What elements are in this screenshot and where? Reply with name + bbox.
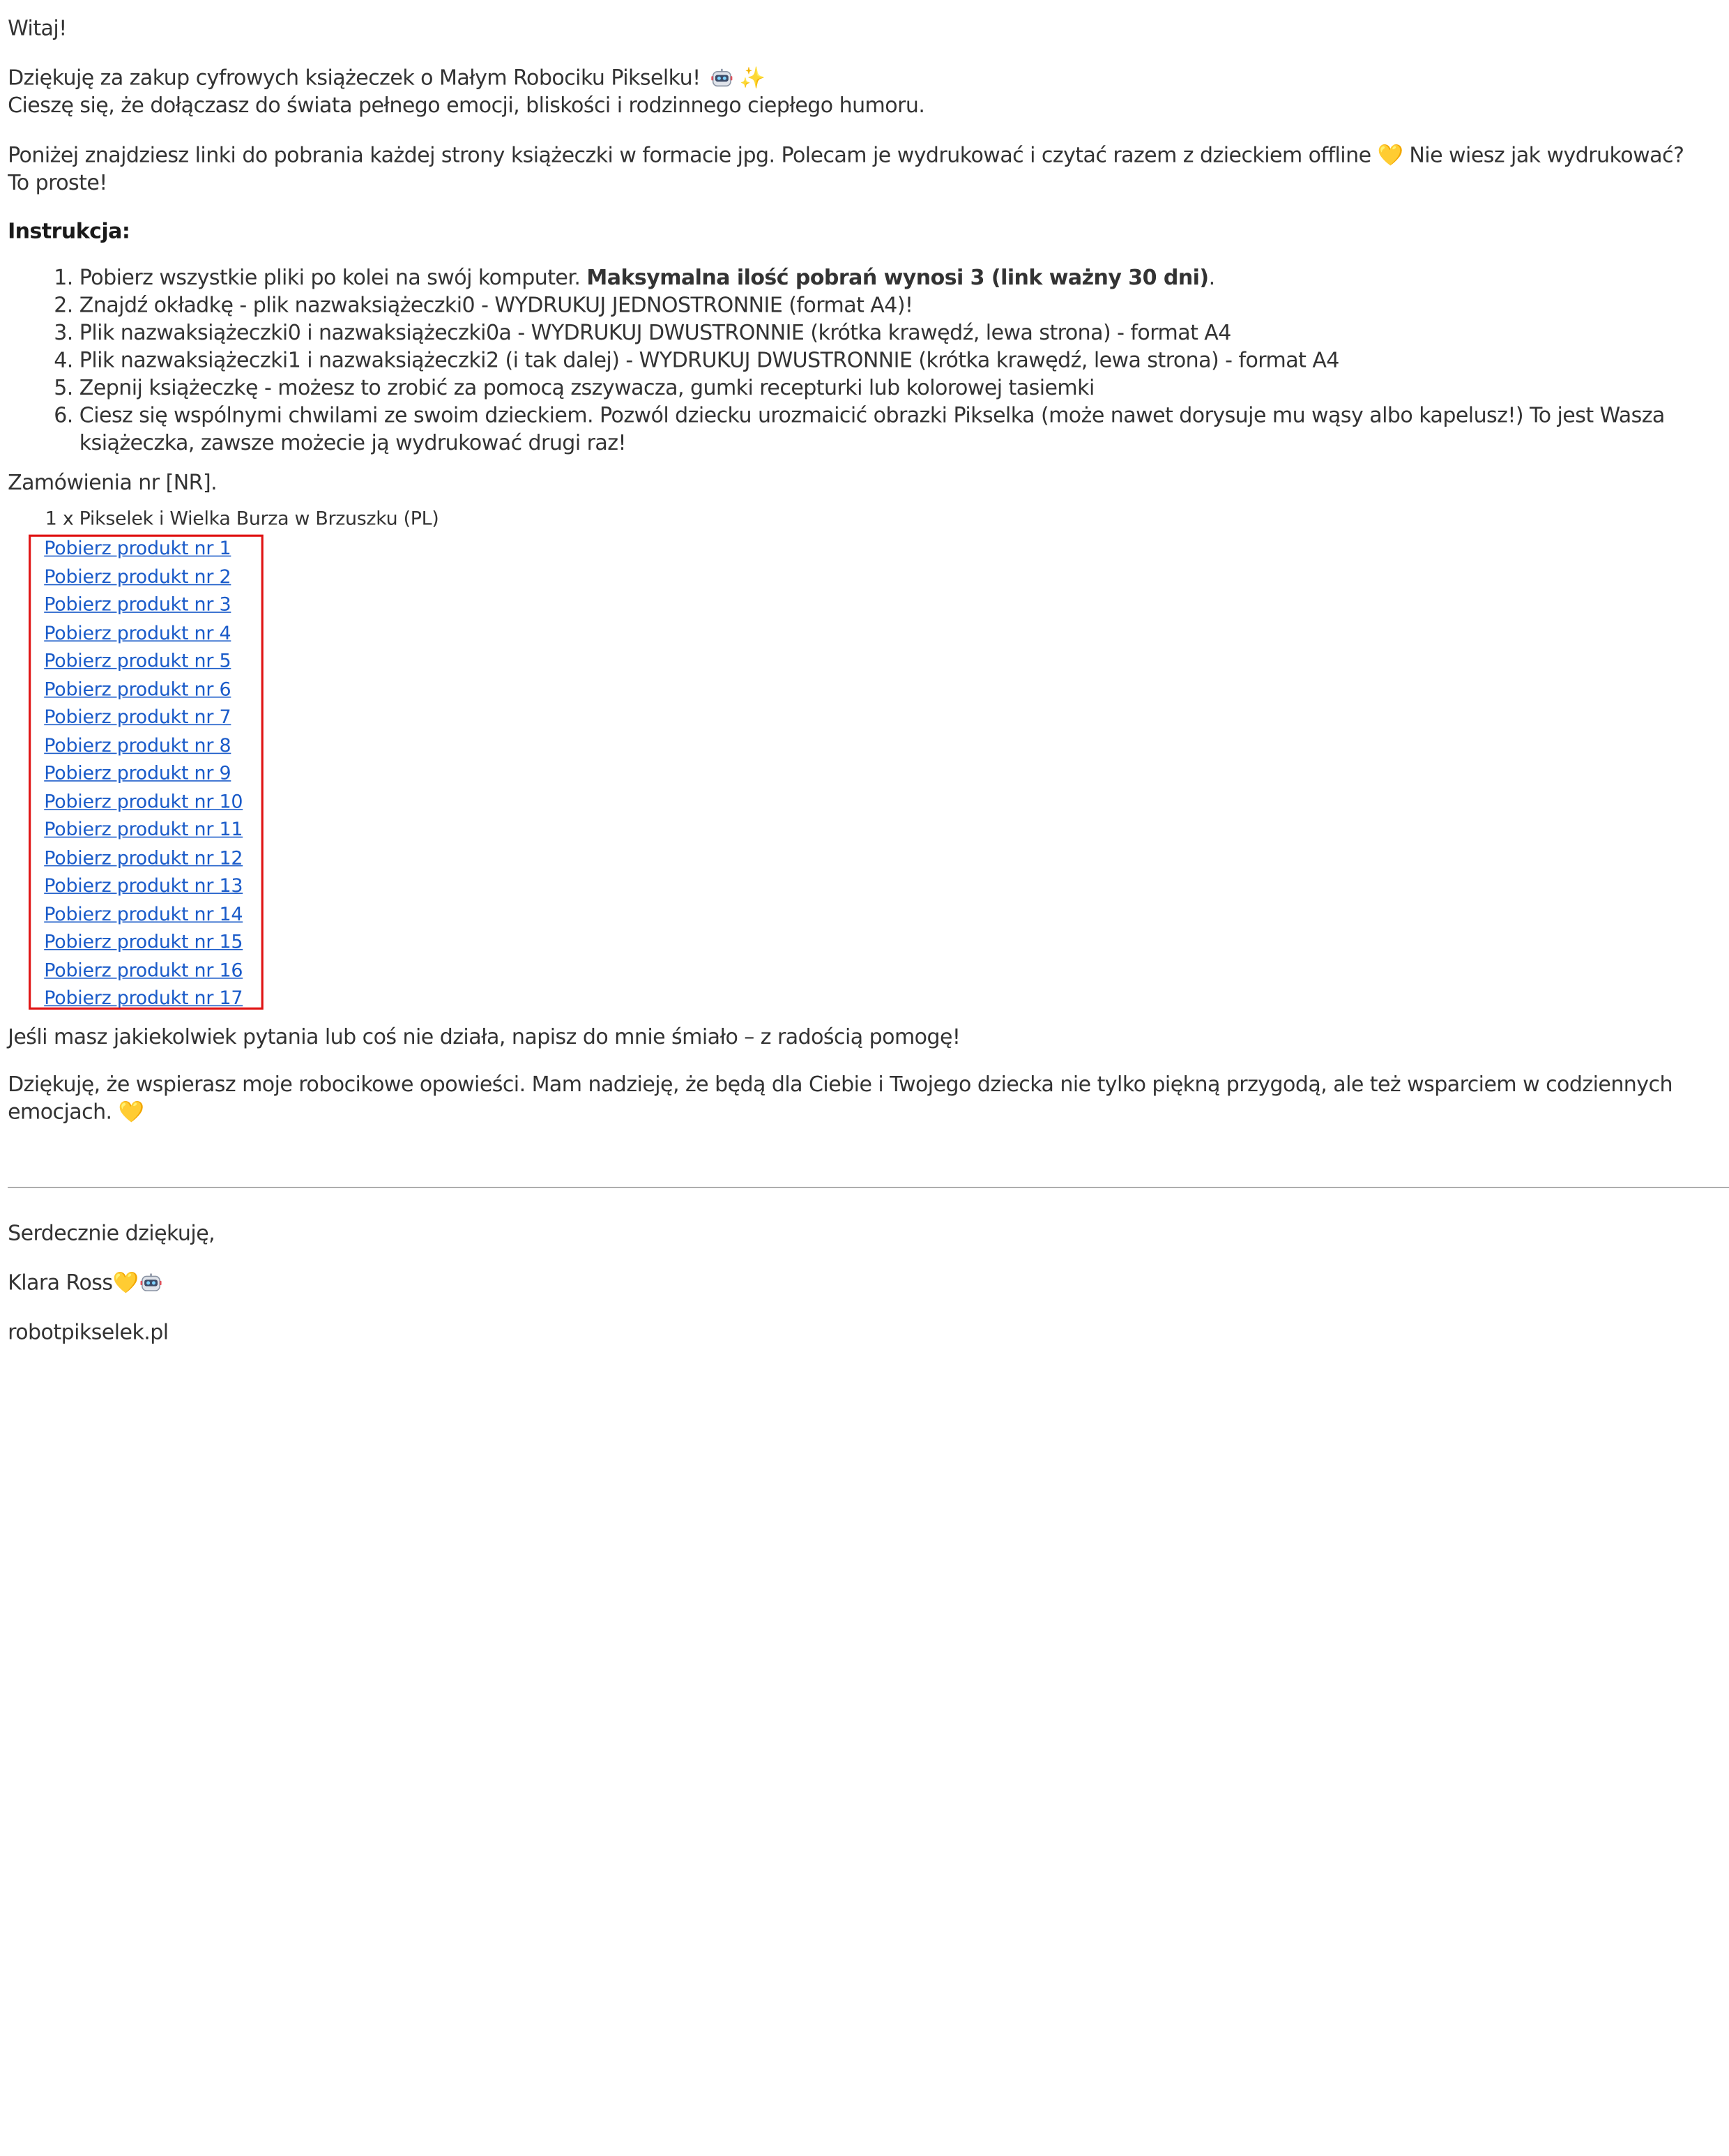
list-item bbox=[44, 956, 243, 984]
list-item bbox=[44, 563, 243, 591]
download-link-3[interactable]: Pobierz produkt nr 3 bbox=[44, 593, 231, 616]
instruction-step-6: 6. Ciesz się wspólnymi chwilami ze swoim dzieckiem. Pozwól dziecku urozmaicić obrazki Pikselka (może nawet dorysuje mu wąsy albo kapelusz!) To jest Wasza książeczka, zawsze możecie ją wydrukować drugi raz! bbox=[79, 402, 1729, 457]
step-1-bold-text: Maksymalna ilość pobrań wynosi 3 (link ważny 30 dni) bbox=[586, 265, 1209, 290]
download-link-7[interactable]: Pobierz produkt nr 7 bbox=[44, 706, 231, 729]
list-item bbox=[44, 928, 243, 956]
robot-emoji-icon bbox=[140, 1273, 162, 1293]
instruction-step-5: 5. Zepnij książeczkę - możesz to zrobić za pomocą zszywacza, gumki recepturki lub kolorowej tasiemki bbox=[79, 374, 1729, 402]
download-link-5[interactable]: Pobierz produkt nr 5 bbox=[44, 650, 231, 673]
list-item bbox=[44, 703, 243, 731]
step-1-text: Pobierz wszystkie pliki po kolei na swój komputer. bbox=[79, 265, 581, 290]
step-1-end: . bbox=[1208, 265, 1215, 290]
download-link-14[interactable]: Pobierz produkt nr 14 bbox=[44, 903, 243, 925]
robot-emoji-icon bbox=[711, 68, 733, 88]
instruction-step-2: 2. Znajdź okładkę - plik nazwaksiążeczki0 - WYDRUKUJ JEDNOSTRONNIE (format A4)! bbox=[79, 292, 1729, 320]
intro-text-cont: Nie wiesz jak wydrukować? To proste! bbox=[8, 143, 1684, 195]
download-link-16[interactable]: Pobierz produkt nr 16 bbox=[44, 959, 243, 982]
list-item bbox=[44, 731, 243, 759]
intro-paragraph bbox=[8, 142, 1710, 197]
list-item bbox=[44, 985, 243, 1012]
yellow-heart-emoji-icon: 💛 bbox=[118, 1100, 144, 1125]
list-item bbox=[44, 535, 243, 563]
thanks-line-1 bbox=[8, 65, 765, 93]
download-link-6[interactable]: Pobierz produkt nr 6 bbox=[44, 678, 231, 701]
signature-separator bbox=[8, 1187, 1729, 1188]
instruction-step-1 bbox=[79, 264, 1729, 292]
list-item bbox=[44, 787, 243, 815]
thanks-line-2: Cieszę się, że dołączasz do świata pełnego emocji, bliskości i rodzinnego ciepłego humoru. bbox=[8, 93, 925, 119]
list-item bbox=[44, 900, 243, 928]
order-label: Zamówienia nr [NR]. bbox=[8, 470, 218, 495]
download-links-list bbox=[44, 535, 243, 1012]
questions-paragraph: Jeśli masz jakiekolwiek pytania lub coś nie działa, napisz do mnie śmiało – z radością pomogę! bbox=[8, 1025, 961, 1049]
list-item bbox=[44, 647, 243, 675]
greeting: Witaj! bbox=[8, 16, 67, 41]
instructions-list bbox=[44, 264, 1729, 457]
yellow-heart-emoji-icon: 💛 bbox=[1377, 143, 1403, 168]
thanks-line-1-text: Dziękuję za zakup cyfrowych książeczek o Małym Robociku Pikselku! bbox=[8, 66, 701, 91]
download-link-12[interactable]: Pobierz produkt nr 12 bbox=[44, 847, 243, 870]
list-item bbox=[44, 759, 243, 787]
order-item: 1 x Pikselek i Wielka Burza w Brzuszku (PL) bbox=[45, 508, 439, 531]
intro-text: Poniżej znajdziesz linki do pobrania każdej strony książeczki w formacie jpg. Polecam je wydrukować i czytać razem z dzieckiem offline bbox=[8, 143, 1371, 168]
download-link-8[interactable]: Pobierz produkt nr 8 bbox=[44, 734, 231, 757]
list-item bbox=[44, 816, 243, 844]
download-link-17[interactable]: Pobierz produkt nr 17 bbox=[44, 987, 243, 1010]
download-link-15[interactable]: Pobierz produkt nr 15 bbox=[44, 931, 243, 954]
list-item bbox=[44, 591, 243, 618]
signature-name: Klara Ross bbox=[8, 1270, 113, 1296]
download-link-2[interactable]: Pobierz produkt nr 2 bbox=[44, 565, 231, 589]
instruction-step-3: 3. Plik nazwaksiążeczki0 i nazwaksiążeczki0a - WYDRUKUJ DWUSTRONNIE (krótka krawędź, lewa strona) - format A4 bbox=[79, 319, 1729, 347]
signature-line bbox=[8, 1270, 162, 1298]
instructions-heading: Instrukcja: bbox=[8, 219, 130, 244]
closing-text: Dziękuję, że wspierasz moje robocikowe opowieści. Mam nadzieję, że będą dla Ciebie i Twojego dziecka nie tylko piękną przygodą, ale też wsparciem w codziennych emocjach. bbox=[8, 1072, 1673, 1125]
download-link-11[interactable]: Pobierz produkt nr 11 bbox=[44, 819, 243, 842]
list-item bbox=[44, 872, 243, 899]
signoff: Serdecznie dziękuję, bbox=[8, 1221, 215, 1246]
download-link-10[interactable]: Pobierz produkt nr 10 bbox=[44, 791, 243, 813]
download-link-13[interactable]: Pobierz produkt nr 13 bbox=[44, 875, 243, 897]
list-item bbox=[44, 844, 243, 872]
instructions-section bbox=[8, 218, 130, 246]
sparkles-emoji-icon: ✨ bbox=[739, 66, 766, 91]
list-item bbox=[44, 619, 243, 647]
list-item bbox=[44, 675, 243, 703]
yellow-heart-emoji-icon: 💛 bbox=[112, 1270, 139, 1296]
download-link-4[interactable]: Pobierz produkt nr 4 bbox=[44, 622, 231, 644]
website-text: robotpikselek.pl bbox=[8, 1320, 169, 1345]
closing-paragraph bbox=[8, 1071, 1710, 1126]
download-link-1[interactable]: Pobierz produkt nr 1 bbox=[44, 538, 231, 560]
download-link-9[interactable]: Pobierz produkt nr 9 bbox=[44, 762, 231, 785]
instruction-step-4: 4. Plik nazwaksiążeczki1 i nazwaksiążeczki2 (i tak dalej) - WYDRUKUJ DWUSTRONNIE (krótka krawędź, lewa strona) - format A4 bbox=[79, 347, 1729, 375]
